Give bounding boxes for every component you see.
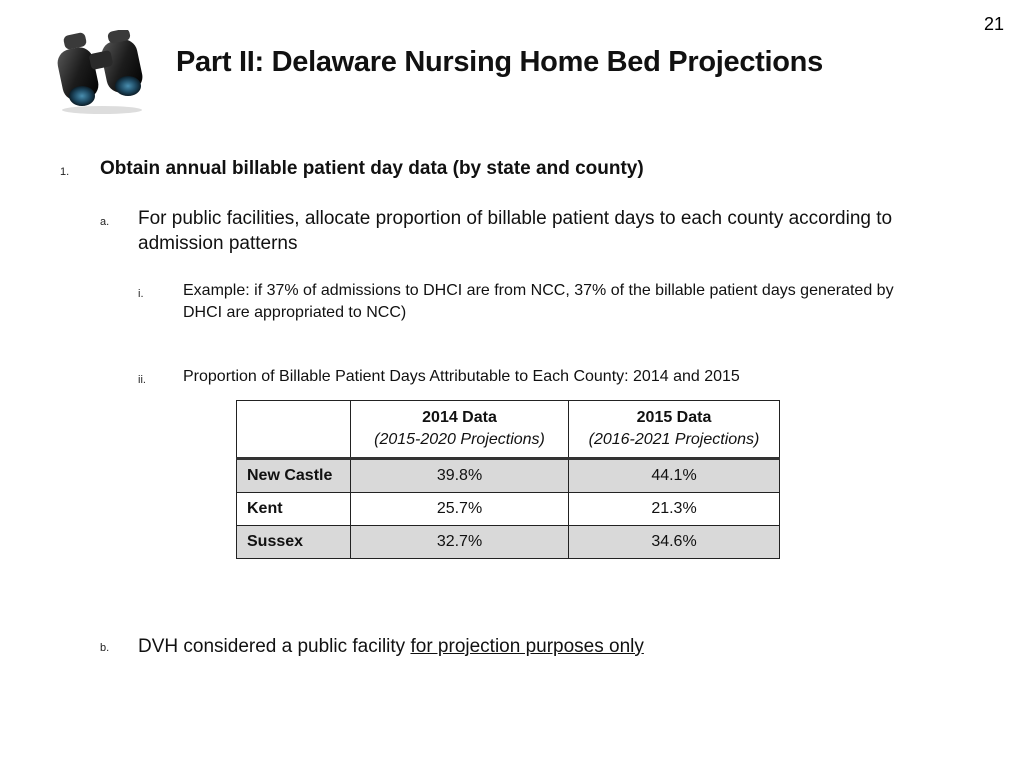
county-cell: Kent [237, 493, 351, 526]
item-ii-text: Proportion of Billable Patient Days Attributable to Each County: 2014 and 2015 [183, 368, 740, 385]
value-2015-cell: 34.6% [569, 526, 780, 559]
header-2014-subtitle: (2015-2020 Projections) [374, 431, 545, 448]
county-cell: New Castle [237, 459, 351, 493]
list-marker-b: b. [100, 642, 110, 654]
header-2015-title: 2015 Data [636, 409, 712, 426]
county-cell: Sussex [237, 526, 351, 559]
value-2014-cell: 25.7% [351, 493, 569, 526]
table-header-blank [237, 401, 351, 459]
heading-item-1: Obtain annual billable patient day data (by state and county) [100, 158, 644, 179]
list-marker-i: i. [138, 288, 144, 300]
page-title: Part II: Delaware Nursing Home Bed Projections [176, 46, 823, 78]
item-i-text: Example: if 37% of admissions to DHCI are from NCC, 37% of the billable patient days generated by DHCI are appropriated to NCC) [183, 282, 894, 321]
table-header-2014 [351, 401, 569, 459]
table-header-2015 [569, 401, 780, 459]
value-2015-cell: 21.3% [569, 493, 780, 526]
list-marker-ii: ii. [138, 374, 146, 386]
value-2014-cell: 39.8% [351, 459, 569, 493]
table-row [237, 526, 780, 559]
item-a-text: For public facilities, allocate proportion of billable patient days to each county according to admission patterns [138, 208, 893, 254]
table-header-row [237, 401, 780, 459]
table-row [237, 459, 780, 493]
item-b-text [138, 634, 968, 659]
header-2015-subtitle: (2016-2021 Projections) [588, 431, 760, 448]
slide-number: 21 [983, 14, 1004, 34]
value-2015-cell: 44.1% [569, 459, 780, 493]
list-marker-a: a. [100, 216, 110, 228]
value-2014-cell: 32.7% [351, 526, 569, 559]
table-row [237, 493, 780, 526]
item-b-underlined-text: for projection purposes only [410, 636, 644, 657]
header-2014-title: 2014 Data [422, 409, 497, 426]
item-b-lead-text: DVH considered a public facility [138, 636, 411, 657]
county-proportion-table [236, 400, 780, 559]
binoculars-icon [54, 30, 150, 114]
list-marker-1: 1. [60, 166, 70, 178]
